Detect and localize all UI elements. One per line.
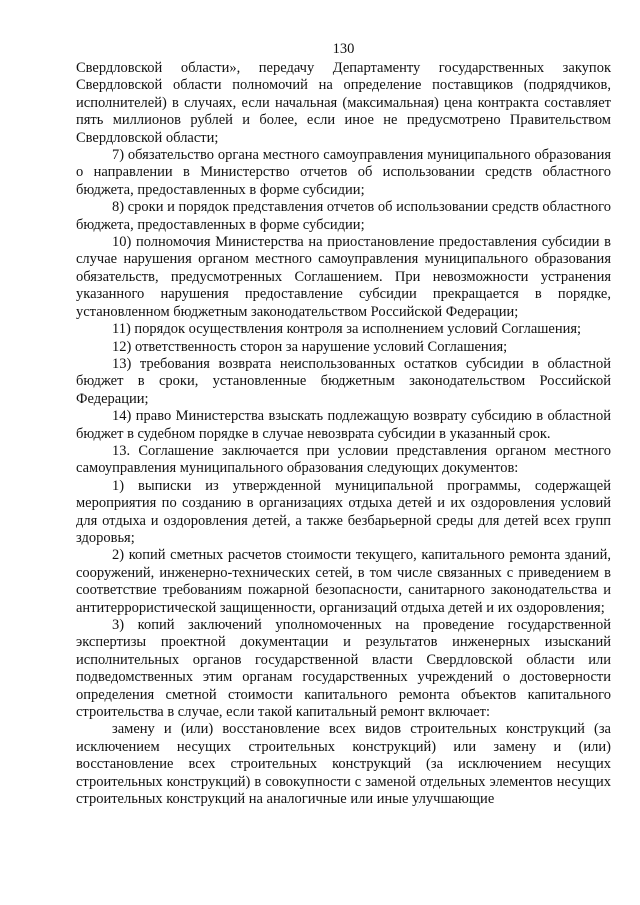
paragraph: 8) сроки и порядок представления отчетов об использовании средств областного бюджета, предоставленных в форме субсидии; [76,199,611,233]
paragraph: 13) требования возврата неиспользованных остатков субсидии в областной бюджет в сроки, установленные бюджетным законодательством Российской Федерации; [76,355,611,407]
paragraph: 10) полномочия Министерства на приостановление предоставления субсидии в случае нарушения органом местного самоуправления муниципального образования обязательств, предусмотренных Соглашением. При невозможности устранения указанного нарушения предоставление субсидии прекращается в порядке, установленном бюджетным законодательством Российской Федерации; [76,234,611,320]
document-body [76,60,611,808]
paragraph: 1) выписки из утвержденной муниципальной программы, содержащей мероприятия по созданию в организациях отдыха детей и их оздоровления условий для отдыха и оздоровления детей, а также безбарьерной среды для детей всех групп здоровья; [76,477,611,546]
paragraph: замену и (или) восстановление всех видов строительных конструкций (за исключением несущих строительных конструкций) или замену и (или) восстановление всех строительных конструкций (за исключением несущих строительных конструкций) в совокупности с заменой отдельных элементов несущих строительных конструкций на аналогичные или иные улучшающие [76,721,611,808]
paragraph: 11) порядок осуществления контроля за исполнением условий Соглашения; [112,321,582,338]
paragraph: 7) обязательство органа местного самоуправления муниципального образования о направлении в Министерство отчетов об использовании средств областного бюджета, предоставленных в форме субсидии; [76,147,611,198]
page-number: 130 [332,41,355,57]
paragraph: Свердловской области», передачу Департаменту государственных закупок Свердловской области полномочий на определение поставщиков (подрядчиков, исполнителей) в случаях, если начальная (максимальная) цена контракта составляет пять миллионов рублей и более, если иное не предусмотрено Правительством Свердловской области; [76,60,611,146]
document-page [76,0,611,808]
paragraph: 12) ответственность сторон за нарушение условий Соглашения; [112,338,508,355]
paragraph: 14) право Министерства взыскать подлежащую возврату субсидию в областной бюджет в судебном порядке в случае невозврата субсидии в указанный срок. [76,408,611,442]
paragraph: 2) копий сметных расчетов стоимости текущего, капитального ремонта зданий, сооружений, инженерно-технических сетей, в том числе связанных с приведением в соответствие требованиям пожарной безопасности, санитарного законодательства и антитеррористической защищенности, организаций отдыха детей и их оздоровления; [76,547,611,616]
paragraph: 3) копий заключений уполномоченных на проведение государственной экспертизы проектной документации и результатов инженерных изысканий исполнительных органов государственной власти Свердловской области или подведомственных этим органам государственных учреждений о достоверности определения сметной стоимости капитального ремонта объектов капитального строительства в случае, если такой капитальный ремонт включает: [76,617,611,721]
paragraph: 13. Соглашение заключается при условии представления органом местного самоуправления муниципального образования следующих документов: [76,442,611,477]
